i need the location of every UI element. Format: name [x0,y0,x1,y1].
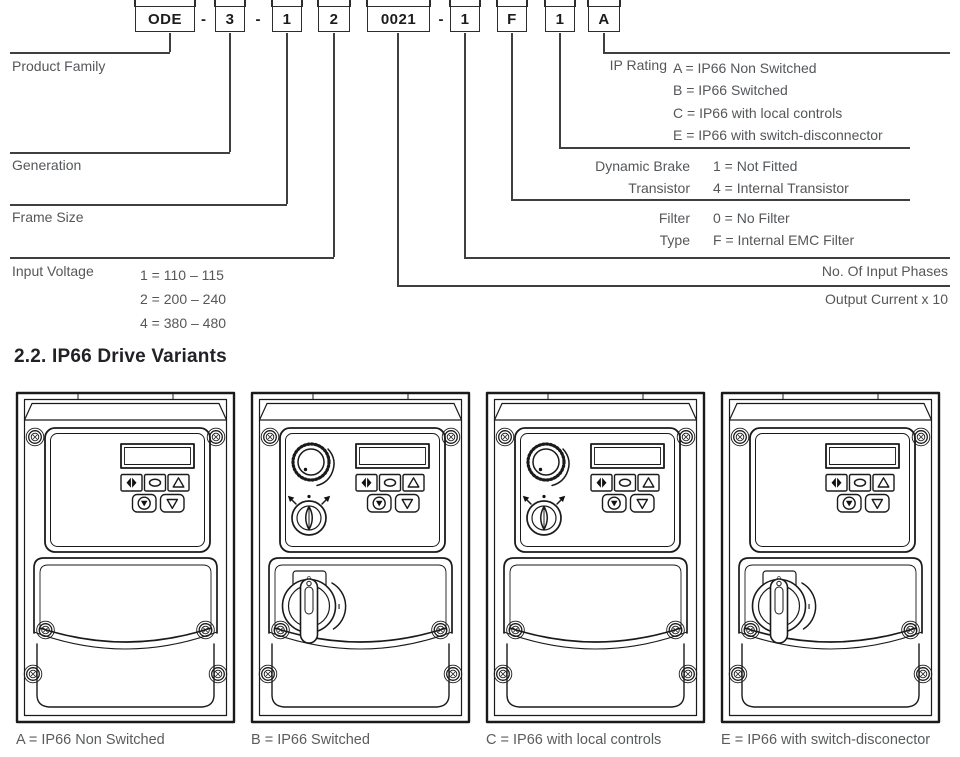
code-segment-frame-size: 1 [272,6,302,32]
leader-line [511,199,910,201]
screw-icon [902,621,920,639]
leader-line [333,33,335,257]
screw-icon [209,665,227,683]
drive-enclosure-drawing [484,390,707,725]
label-filter-line2: Type [659,232,690,248]
leader-line [169,33,171,52]
screw-icon [494,665,512,683]
drive-variant-e [719,390,942,748]
screw-icon [679,665,697,683]
screw-icon [729,665,747,683]
drive-enclosure-drawing [249,390,472,725]
input-voltage-values [140,263,226,335]
drive-caption: B = IP66 Switched [251,732,370,748]
label-input-phases: No. Of Input Phases [821,263,948,279]
display [826,444,899,468]
label-filter-type [540,207,690,251]
code-dash: - [438,10,444,28]
switch-on-mark: I [807,602,811,611]
label-dynamic-brake-line1: Dynamic Brake [595,158,690,174]
drive-variant-c [484,390,707,748]
switch-handle [771,579,788,643]
code-segment-output-current: 0021 [367,6,430,32]
code-dash: - [201,10,206,28]
ip-rating-value: E = IP66 with switch-disconnector [673,127,883,144]
screw-icon [912,428,930,446]
label-filter-line1: Filter [658,210,690,226]
drive-variant-b [249,390,472,748]
label-product-family: Product Family [12,58,106,74]
screw-icon [432,621,450,639]
label-input-voltage: Input Voltage [12,263,94,279]
leader-line [397,285,950,287]
leader-line [511,33,513,199]
code-segment-product-family: ODE [135,6,195,32]
screw-icon [259,665,277,683]
display [591,444,664,468]
leader-line [10,52,170,54]
code-segment-input-voltage: 2 [318,6,350,32]
potentiometer-knob [298,449,324,475]
screw-icon [731,428,749,446]
dynamic-brake-value: 1 = Not Fitted [713,158,798,174]
dynamic-brake-value: 4 = Internal Transistor [713,180,849,196]
leader-line [559,147,910,149]
screw-icon [24,665,42,683]
label-ip-rating: IP Rating [609,57,667,73]
leader-line [464,257,950,259]
drive-enclosure-drawing [719,390,942,725]
display [356,444,429,468]
ip-rating-values [673,57,883,147]
code-segment-brake: 1 [545,6,575,32]
leader-line [10,257,334,259]
code-segment-generation: 3 [215,6,245,32]
switch-handle [301,579,318,643]
filter-values [713,207,854,251]
ip-rating-value: C = IP66 with local controls [673,104,843,121]
screw-icon [507,621,525,639]
leader-line [603,33,605,52]
screw-icon [677,428,695,446]
code-segment-filter: F [497,6,527,32]
screw-icon [261,428,279,446]
leader-line [229,33,231,152]
leader-line [10,204,287,206]
filter-value: F = Internal EMC Filter [713,232,855,248]
screw-icon [914,665,932,683]
leader-line [603,52,950,54]
leader-line [10,152,230,154]
leader-line [559,33,561,147]
screw-icon [37,621,55,639]
leader-line [397,33,399,285]
label-dynamic-brake-line2: Transistor [628,180,690,196]
screw-icon [207,428,225,446]
screw-icon [667,621,685,639]
screw-icon [496,428,514,446]
screw-icon [197,621,215,639]
label-frame-size: Frame Size [12,209,84,225]
ip-rating-value: A = IP66 Non Switched [673,60,817,76]
code-segment-input-phases: 1 [450,6,480,32]
model-code-diagram [0,0,960,340]
dynamic-brake-values [713,155,849,199]
screw-icon [272,621,290,639]
label-output-current: Output Current x 10 [825,291,948,307]
screw-icon [444,665,462,683]
section-heading: 2.2. IP66 Drive Variants [14,346,227,367]
drive-enclosure-drawing [14,390,237,725]
drive-caption: E = IP66 with switch-disconector [721,732,931,748]
drive-caption: C = IP66 with local controls [486,732,662,748]
label-dynamic-brake [540,155,690,199]
ip-rating-value: B = IP66 Switched [673,82,788,99]
screw-icon [442,428,460,446]
code-segment-ip-rating: A [588,6,620,32]
switch-on-mark: I [337,602,341,611]
label-generation: Generation [12,157,82,173]
screw-icon [742,621,760,639]
leader-line [464,33,466,257]
input-voltage-value: 2 = 200 – 240 [140,291,227,307]
potentiometer-knob [533,449,559,475]
input-voltage-value: 1 = 110 – 115 [140,267,224,283]
filter-value: 0 = No Filter [713,210,790,226]
screw-icon [26,428,44,446]
drive-caption: A = IP66 Non Switched [16,732,165,748]
drive-variant-a [14,390,237,748]
leader-line [286,33,288,204]
drive-variants-row [14,390,946,748]
code-dash: - [255,10,261,28]
display [121,444,194,468]
input-voltage-value: 4 = 380 – 480 [140,315,227,331]
